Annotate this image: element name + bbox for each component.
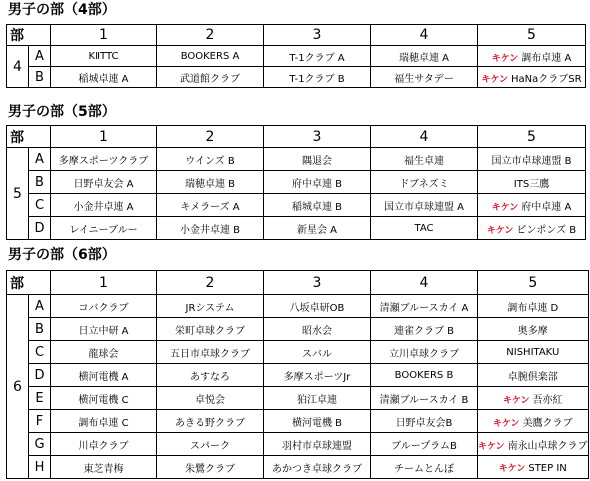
team-cell <box>157 148 264 171</box>
section-title: 男子の部（6部） <box>8 247 116 263</box>
withdrawn-mark: キケン <box>493 418 520 429</box>
column-number: 2 <box>157 126 264 148</box>
group-letter: A <box>29 148 51 171</box>
group-letter: E <box>29 387 51 410</box>
group-letter: G <box>29 433 51 456</box>
withdrawn-mark: キケン <box>491 53 519 64</box>
team-cell <box>371 217 478 240</box>
group-letter: A <box>29 46 51 67</box>
team-name: 奥多摩 <box>517 325 548 337</box>
group-letter: A <box>29 295 51 318</box>
team-name: 南永山卓球クラブ <box>507 440 588 452</box>
column-number: 4 <box>371 126 478 148</box>
section-title: 男子の部（4部） <box>8 2 116 18</box>
team-cell <box>371 410 478 433</box>
team-cell <box>51 295 157 318</box>
table-row <box>7 341 589 364</box>
team-cell <box>51 171 157 194</box>
team-cell <box>264 295 371 318</box>
team-name: コバクラブ <box>78 302 129 314</box>
team-cell <box>264 410 371 433</box>
team-name: 国立市卓球連盟 A <box>383 201 465 213</box>
team-name: 日野卓友会 A <box>73 178 134 190</box>
team-cell <box>478 410 589 433</box>
team-name: 連雀クラブ B <box>393 325 455 337</box>
team-name: ITS三鷹 <box>513 178 550 190</box>
team-name: あすなろ <box>190 371 230 383</box>
team-name: 卓悦会 <box>195 394 225 406</box>
team-name: 横河電機 C <box>78 394 129 406</box>
team-name: キメラーズ A <box>180 201 240 213</box>
team-name: HaNaクラブSR <box>511 73 582 85</box>
column-number: 1 <box>51 25 157 46</box>
team-cell <box>371 171 478 194</box>
team-cell <box>478 148 586 171</box>
group-letter: B <box>29 171 51 194</box>
table-row <box>7 456 589 479</box>
group-letter: B <box>29 318 51 341</box>
team-name: 昭水会 <box>302 325 332 337</box>
team-name: KⅡTTC <box>88 50 119 62</box>
team-cell <box>371 341 478 364</box>
withdrawn-mark: キケン <box>498 463 526 474</box>
table-row <box>7 67 586 88</box>
team-name: 武道館クラブ <box>180 73 240 85</box>
team-name: あきる野クラブ <box>175 417 245 429</box>
team-cell <box>51 318 157 341</box>
team-name: 栄町卓球クラブ <box>175 325 245 337</box>
team-name: 朱鷺クラブ <box>185 463 235 475</box>
team-cell <box>478 217 586 240</box>
team-cell <box>51 46 157 67</box>
team-name: 多摩スポーツクラブ <box>58 155 149 167</box>
division-table <box>6 270 589 479</box>
team-cell <box>478 67 586 88</box>
team-name: 福生サタデー <box>394 73 454 85</box>
team-name: 調布卓連 C <box>78 417 129 429</box>
team-name: 清瀬ブルースカイ B <box>379 394 469 406</box>
division-number: 6 <box>7 295 29 479</box>
team-cell <box>51 217 157 240</box>
team-cell <box>264 456 371 479</box>
team-cell <box>51 410 157 433</box>
team-name: レイニーブルー <box>69 224 138 236</box>
team-cell <box>371 318 478 341</box>
team-cell <box>157 217 264 240</box>
team-cell <box>371 433 478 456</box>
team-name: 調布卓連 A <box>521 52 572 64</box>
team-cell <box>264 341 371 364</box>
team-name: スバル <box>302 348 332 360</box>
team-cell <box>264 148 371 171</box>
team-cell <box>264 194 371 217</box>
division-header: 部 <box>7 126 51 148</box>
table-row <box>7 217 586 240</box>
team-name: ドブネズミ <box>399 178 449 190</box>
division-header: 部 <box>7 271 51 295</box>
team-cell <box>371 387 478 410</box>
division-table <box>6 125 586 240</box>
team-name: 五日市卓球クラブ <box>170 348 250 360</box>
team-cell <box>371 194 478 217</box>
team-name: 小金井卓連 B <box>179 224 241 236</box>
team-cell <box>478 456 589 479</box>
team-cell <box>51 387 157 410</box>
team-name: スパーク <box>190 440 230 452</box>
team-cell <box>157 194 264 217</box>
table-row <box>7 171 586 194</box>
team-cell <box>264 387 371 410</box>
column-number: 2 <box>157 271 264 295</box>
team-name: 府中卓連 B <box>291 178 343 190</box>
column-number: 2 <box>157 25 264 46</box>
team-cell <box>51 194 157 217</box>
team-cell <box>478 433 589 456</box>
team-cell <box>478 171 586 194</box>
team-name: BOOKERS A <box>180 50 240 62</box>
team-cell <box>371 456 478 479</box>
table-row <box>7 410 589 433</box>
team-name: NISHITAKU <box>506 346 560 358</box>
team-name: 八坂卓研OB <box>289 302 345 314</box>
team-name: 隅退会 <box>302 155 332 167</box>
group-letter: B <box>29 67 51 88</box>
team-cell <box>371 67 478 88</box>
team-cell <box>264 318 371 341</box>
team-cell <box>371 46 478 67</box>
team-name: 稲城卓連 B <box>291 201 343 213</box>
team-name: ピンポンズ B <box>516 224 577 236</box>
team-name: 横河電機 B <box>291 417 343 429</box>
withdrawn-mark: キケン <box>486 225 514 236</box>
team-name: 狛江卓連 <box>297 394 337 406</box>
team-cell <box>371 148 478 171</box>
team-name: 新星会 A <box>296 224 338 236</box>
team-name: 龍球会 <box>88 348 119 360</box>
team-name: JRシステム <box>185 302 235 314</box>
team-cell <box>157 456 264 479</box>
withdrawn-mark: キケン <box>491 202 519 213</box>
column-number: 5 <box>478 271 589 295</box>
team-name: ウインズ B <box>185 155 235 167</box>
division-table <box>6 24 586 88</box>
division-header: 部 <box>7 25 51 46</box>
section-title: 男子の部（5部） <box>8 104 116 120</box>
team-name: 瑞穂卓連 B <box>184 178 236 190</box>
team-name: 羽村市卓球連盟 <box>282 440 352 452</box>
team-name: 福生卓連 <box>404 155 444 167</box>
team-cell <box>157 433 264 456</box>
team-cell <box>264 171 371 194</box>
team-cell <box>264 364 371 387</box>
withdrawn-mark: キケン <box>478 441 505 452</box>
group-letter: F <box>29 410 51 433</box>
division-number: 5 <box>7 148 29 240</box>
team-cell <box>157 387 264 410</box>
withdrawn-mark: キケン <box>481 74 508 85</box>
team-name: ブループラムB <box>391 440 457 452</box>
column-number: 3 <box>264 25 371 46</box>
team-name: 吾亦紅 <box>532 394 563 406</box>
table-row <box>7 148 586 171</box>
team-cell <box>478 364 589 387</box>
withdrawn-mark: キケン <box>503 395 530 406</box>
team-name: 瑞穂卓連 A <box>398 52 450 64</box>
team-cell <box>157 171 264 194</box>
team-cell <box>478 295 589 318</box>
team-cell <box>371 295 478 318</box>
team-name: T-1クラブ A <box>289 52 345 64</box>
team-cell <box>51 364 157 387</box>
table-row <box>7 318 589 341</box>
team-name: 調布卓連 D <box>507 302 559 314</box>
team-name: 小金井卓連 A <box>73 201 134 213</box>
team-name: T-1クラブ B <box>289 73 345 85</box>
team-name: 国立市卓球連盟 B <box>491 155 572 167</box>
division-number: 4 <box>7 46 29 88</box>
team-cell <box>157 295 264 318</box>
team-cell <box>157 341 264 364</box>
team-cell <box>478 194 586 217</box>
team-name: 立川卓球クラブ <box>389 348 459 360</box>
group-letter: H <box>29 456 51 479</box>
team-name: TAC <box>414 222 434 234</box>
column-number: 5 <box>478 126 586 148</box>
column-number: 1 <box>51 271 157 295</box>
group-letter: C <box>29 341 51 364</box>
team-name: 卓腕倶楽部 <box>507 371 558 383</box>
team-cell <box>157 46 264 67</box>
column-number: 1 <box>51 126 157 148</box>
team-name: 稲城卓連 A <box>78 73 129 85</box>
table-row <box>7 364 589 387</box>
group-letter: D <box>29 364 51 387</box>
team-cell <box>157 410 264 433</box>
group-letter: D <box>29 217 51 240</box>
column-number: 4 <box>371 271 478 295</box>
team-cell <box>264 46 371 67</box>
team-cell <box>478 387 589 410</box>
column-number: 4 <box>371 25 478 46</box>
team-cell <box>51 433 157 456</box>
team-name: BOOKERS B <box>394 369 454 381</box>
table-row <box>7 387 589 410</box>
team-name: 美鷹クラブ <box>522 417 573 429</box>
team-name: 横河電機 A <box>78 371 129 383</box>
team-name: あかつき卓球クラブ <box>272 463 362 475</box>
team-cell <box>51 456 157 479</box>
team-cell <box>51 341 157 364</box>
column-number: 5 <box>478 25 586 46</box>
team-name: 日野卓友会B <box>395 417 453 429</box>
table-row <box>7 194 586 217</box>
team-name: 東芝青梅 <box>83 463 124 475</box>
table-row <box>7 295 589 318</box>
team-cell <box>478 46 586 67</box>
team-name: STEP IN <box>528 462 567 474</box>
team-cell <box>157 364 264 387</box>
header-row <box>7 271 589 295</box>
team-name: 川卓クラブ <box>78 440 129 452</box>
team-cell <box>157 67 264 88</box>
team-cell <box>478 318 589 341</box>
team-cell <box>371 364 478 387</box>
team-cell <box>51 67 157 88</box>
group-letter: C <box>29 194 51 217</box>
team-name: 清瀬ブルースカイ A <box>379 302 469 314</box>
header-row <box>7 126 586 148</box>
team-cell <box>51 148 157 171</box>
table-row <box>7 46 586 67</box>
table-row <box>7 433 589 456</box>
column-number: 3 <box>264 126 371 148</box>
team-name: チームとんぼ <box>394 463 454 475</box>
team-name: 多摩スポーツJr <box>283 371 351 383</box>
header-row <box>7 25 586 46</box>
team-cell <box>264 433 371 456</box>
team-cell <box>264 217 371 240</box>
column-number: 3 <box>264 271 371 295</box>
team-name: 府中卓連 A <box>521 201 572 213</box>
team-cell <box>478 341 589 364</box>
team-cell <box>157 318 264 341</box>
team-name: 日立中研 A <box>78 325 129 337</box>
team-cell <box>264 67 371 88</box>
